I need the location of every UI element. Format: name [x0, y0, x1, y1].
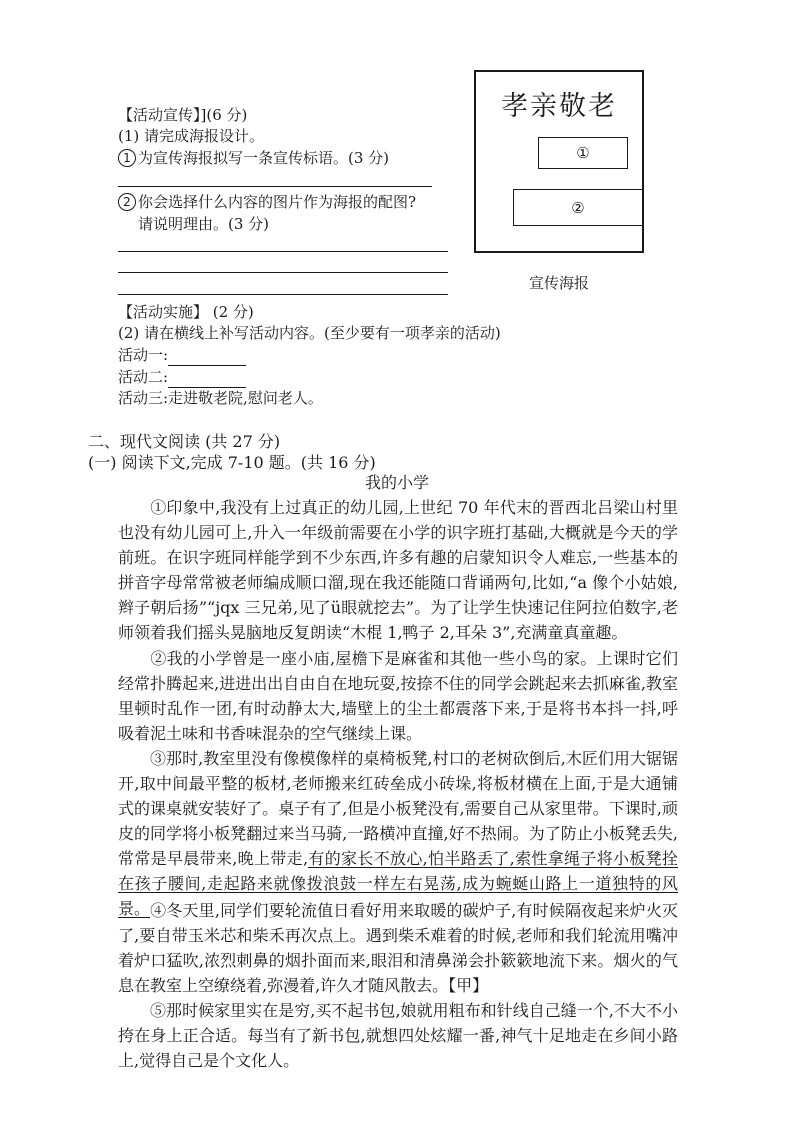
activity-3: 活动三:走进敬老院,慰问老人。 — [118, 389, 323, 407]
activity-2-blank — [168, 372, 246, 388]
answer-line-4 — [118, 294, 448, 295]
section-2-subheading: (一) 阅读下文,完成 7-10 题。(共 16 分) — [88, 453, 376, 472]
article-paragraph-1-text: ①印象中,我没有上过真正的幼儿园,上世纪 70 年代末的晋西北吕梁山村里也没有幼儿园可上,升入一年级前需要在小学的识字班打基础,大概就是今天的学前班。在识字班同样能学到不少东西,许多有趣的启蒙知识令人难忘,一些基本的拼音字母常常被老师编成顺口溜,现在我还能随口背诵两句,比如,“a 像个小姑娘,辫子朝后扬”“jqx 三兄弟,见了ü眼就挖去”。为了让学生快速记住阿拉伯数字,老师领着我们摇头晃脑地反复朗读“木棍 1,鸭子 2,耳朵 3”,充满童真童趣。 — [118, 498, 678, 642]
poster-frame — [474, 70, 644, 253]
activity-impl-heading: 【活动实施】 (2 分) — [118, 303, 254, 321]
circled-number-1: 1 — [118, 149, 136, 167]
answer-line-3 — [118, 272, 448, 273]
question-1-2 — [118, 191, 416, 213]
article-paragraph-5-text: ⑤那时候家里实在是穷,买不起书包,娘就用粗布和针线自己缝一个,不大不小挎在身上正合适。每当有了新书包,就想四处炫耀一番,神气十足地走在乡间小路上,觉得自己是个文化人。 — [118, 1001, 678, 1070]
question-1-2-text: 你会选择什么内容的图片作为海报的配图? — [138, 193, 417, 211]
question-1-1-text: 为宣传海报拟写一条宣传标语。(3 分) — [138, 149, 390, 167]
activity-2-label: 活动二: — [118, 368, 169, 386]
poster-slot-2-label: ② — [571, 198, 585, 217]
answer-line-2 — [118, 251, 448, 252]
article-paragraph-3-underlined: 有的家长不放心,怕半路丢了,索性拿绳子将小板凳拴在孩子腰间,走起路来就像拨浪鼓一样左右晃荡,成为蜿蜒山路上一道独特的风景。 — [118, 849, 678, 918]
article-paragraph-2 — [118, 646, 678, 746]
article-paragraph-3 — [118, 746, 678, 921]
article-paragraph-4-text: ④冬天里,同学们要轮流值日看好用来取暖的碳炉子,有时候隔夜起来炉火灭了,要自带玉米芯和柴禾再次点上。遇到柴禾难着的时候,老师和我们轮流用嘴冲着炉口猛吹,浓烈刺鼻的烟扑面而来,眼泪和清鼻涕会扑簌簌地流下来。烟火的气息在教室上空缭绕着,弥漫着,许久才随风散去。【甲】 — [118, 901, 678, 995]
article-paragraph-5 — [118, 998, 678, 1073]
article-paragraph-3-text: ③那时,教室里没有像模像样的桌椅板凳,村口的老树砍倒后,木匠们用大锯锯开,取中间最平整的板材,老师搬来红砖垒成小砖垛,将板材横在上面,于是大通铺式的课桌就安装好了。桌子有了,但是小板凳没有,需要自己从家里带。下课时,顽皮的同学将小板凳翻过来当马骑,一路横冲直撞,好不热闹。为了防止小板凳丢失,常常是早晨带来,晚上带走, — [118, 749, 678, 868]
poster-slot-2 — [513, 189, 643, 226]
question-1: (1) 请完成海报设计。 — [118, 127, 265, 145]
poster-slot-1 — [538, 137, 628, 169]
answer-line-1 — [118, 186, 432, 187]
poster-caption: 宣传海报 — [528, 274, 589, 292]
activity-1-label: 活动一: — [118, 346, 169, 364]
circled-number-2: 2 — [118, 193, 136, 211]
article-paragraph-4 — [118, 898, 678, 998]
question-2: (2) 请在横线上补写活动内容。(至少要有一项孝亲的活动) — [118, 324, 501, 342]
activity-1-blank — [168, 350, 246, 366]
section-2-heading: 二、现代文阅读 (共 27 分) — [88, 432, 281, 451]
article-paragraph-1 — [118, 495, 678, 645]
activity-1 — [118, 344, 246, 366]
question-1-1 — [118, 147, 389, 169]
article-paragraph-2-text: ②我的小学曾是一座小庙,屋檐下是麻雀和其他一些小鸟的家。上课时它们经常扑腾起来,进进出出自由自在地玩耍,按捺不住的同学会跳起来去抓麻雀,教室里顿时乱作一团,有时动静太大,墙壁上的尘土都震落下来,于是将书本抖一抖,呼吸着泥土味和书香味混杂的空气继续上课。 — [118, 649, 678, 743]
activity-2 — [118, 366, 246, 388]
question-1-2-line2: 请说明理由。(3 分) — [138, 215, 270, 233]
activity-promo-heading: 【活动宣传】](6 分) — [118, 106, 248, 124]
article-title: 我的小学 — [364, 473, 429, 492]
poster-title: 孝亲敬老 — [501, 91, 617, 122]
poster-slot-1-label: ① — [576, 144, 590, 162]
